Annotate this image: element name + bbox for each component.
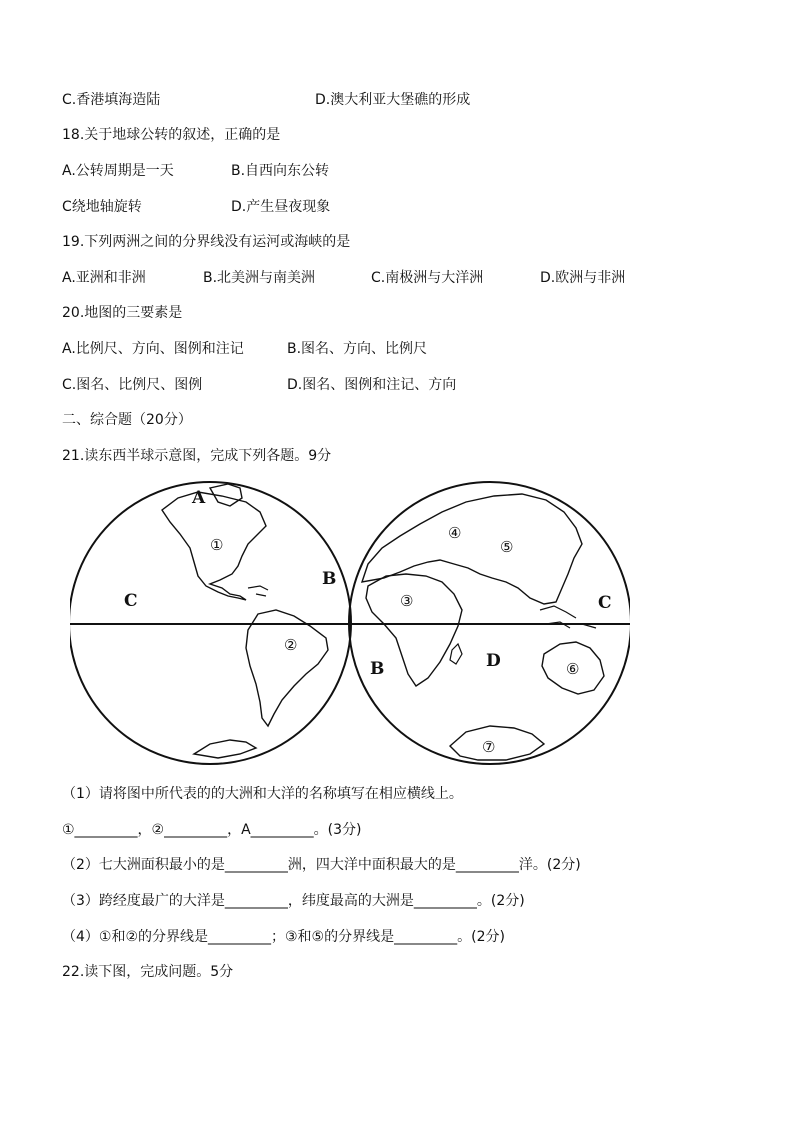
q22-stem: 22.读下图，完成问题。5分 — [62, 964, 234, 980]
q20-option-b: B.图名、方向、比例尺 — [287, 341, 428, 357]
eurasia-outline — [362, 494, 582, 604]
madagascar-outline — [450, 644, 462, 664]
q19-stem: 19.下列两洲之间的分界线没有运河或海峡的是 — [62, 234, 351, 250]
q20-option-c: C.图名、比例尺、图例 — [62, 377, 203, 393]
hemispheres-map — [70, 478, 630, 768]
q21-sub2: （2）七大洲面积最小的是_________洲，四大洋中面积最大的是_________洋。(2分) — [62, 857, 581, 873]
q17-option-d: D.澳大利亚大堡礁的形成 — [315, 92, 471, 108]
q19-option-d: D.欧洲与非洲 — [540, 270, 626, 286]
marker-6: ⑥ — [566, 660, 580, 678]
q18-option-b: B.自西向东公转 — [231, 163, 330, 179]
q21-sub4: （4）①和②的分界线是_________；③和⑤的分界线是_________。(2分) — [62, 929, 505, 945]
marker-3: ③ — [400, 592, 414, 610]
antarctica-west-outline — [194, 740, 256, 758]
marker-4: ④ — [448, 524, 462, 542]
greenland-outline — [210, 484, 242, 506]
q19-option-a: A.亚洲和非洲 — [62, 270, 146, 286]
label-A: A — [192, 488, 206, 508]
label-B-west: B — [322, 569, 337, 589]
q20-option-a: A.比例尺、方向、图例和注记 — [62, 341, 244, 357]
q20-option-d: D.图名、图例和注记、方向 — [287, 377, 457, 393]
q21-sub3: （3）跨经度最广的大洋是_________，纬度最高的大洲是_________。(2分) — [62, 893, 525, 909]
q21-sub1-blanks: ①_________，②_________，A_________。(3分) — [62, 822, 362, 838]
label-B-east: B — [370, 659, 385, 679]
marker-1: ① — [210, 536, 224, 554]
caribbean-outline — [248, 586, 268, 596]
q19-option-b: B.北美洲与南美洲 — [203, 270, 316, 286]
q18-stem: 18.关于地球公转的叙述，正确的是 — [62, 127, 281, 143]
q17-option-c: C.香港填海造陆 — [62, 92, 161, 108]
south-america-outline — [246, 610, 328, 726]
q18-option-a: A.公转周期是一天 — [62, 163, 174, 179]
label-C-west: C — [124, 591, 138, 611]
q18-option-c: C绕地轴旋转 — [62, 199, 142, 215]
label-D: D — [486, 651, 501, 671]
marker-5: ⑤ — [500, 538, 514, 556]
antarctica-east-outline — [450, 726, 544, 760]
q20-stem: 20.地图的三要素是 — [62, 305, 183, 321]
section2-heading: 二、综合题（20分） — [62, 412, 192, 428]
q18-option-d: D.产生昼夜现象 — [231, 199, 331, 215]
marker-7: ⑦ — [482, 738, 496, 756]
q19-option-c: C.南极洲与大洋洲 — [371, 270, 484, 286]
q21-stem: 21.读东西半球示意图，完成下列各题。9分 — [62, 448, 332, 464]
marker-2: ② — [284, 636, 298, 654]
label-C-east: C — [598, 593, 612, 613]
q21-sub1: （1）请将图中所代表的的大洲和大洋的名称填写在相应横线上。 — [62, 786, 463, 802]
